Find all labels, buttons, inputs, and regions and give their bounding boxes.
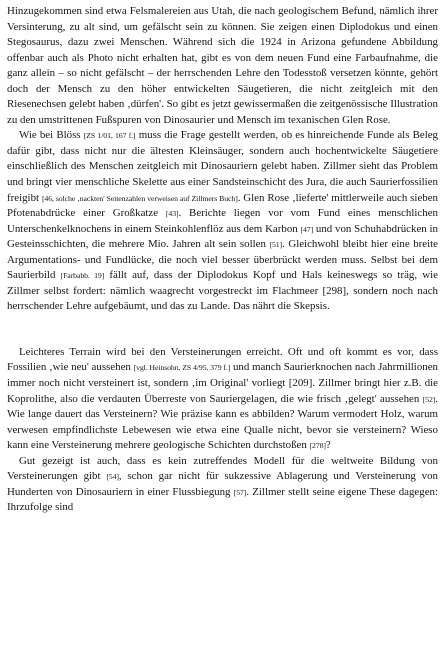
citation: [47] xyxy=(300,224,314,234)
paragraph-text: Leichteres Terrain wird bei den Versteinerungen erreicht. Oft und oft kommt es vor, dass Fossilien ‚wie neu' aussehen xyxy=(7,345,438,374)
paragraph-text: Wie bei Blöss xyxy=(19,129,84,142)
paragraph-text: muss die Frage gestellt werden, ob es hinreichende Funde als Beleg dafür gibt, dass nicht nur die ältesten Kleinsäuger, sondern auch hochentwickelte Säugetiere einschließlich des Menschen zeitgleich mit Dinosauriern gelebt haben. Zillmer sieht das Problem und bringt vier menschliche Skelette aus einer Sandsteinschicht des Jura, die auch Saurierfossilien freigibt xyxy=(7,129,438,204)
citation: [278] xyxy=(309,441,326,451)
paragraph-text: und manch Saurierknochen nach Jahrmillionen immer noch nicht versteinert ist, sondern ‚im Original' vorliegt [209]. Zillmer bringt hier z.B. die Koprolithe, also die verdauten Überreste von Sauriergelagen, die wie frisch ‚gelegt' aussehen xyxy=(7,361,438,405)
paragraph-felsmalereien xyxy=(7,4,438,128)
paragraph-text: ? xyxy=(325,439,331,452)
citation: [46, solche ‚nackten' Seitenzahlen verweisen auf Zillmers Buch] xyxy=(41,193,238,203)
paragraph-modell xyxy=(7,454,438,516)
citation: [54] xyxy=(106,472,119,482)
paragraph-text: , schon gar nicht für sukzessive Ablagerung und Versteinerung von Hunderten von Dinosauriern in einer Flussbiegung xyxy=(7,470,438,498)
paragraph-text: und von Schuhabdrücken in Gesteinsschichten, die mehrere Mio. Jahren alt sein sollen xyxy=(7,222,438,251)
citation: [Farbabb. 19] xyxy=(60,271,105,281)
citation: [43] xyxy=(165,209,179,219)
citation: [57] xyxy=(233,487,247,497)
paragraph-text: . Zillmer stellt seine eigene These dagegen: Ihrzufolge sind xyxy=(7,485,438,514)
paragraph-versteinerungen xyxy=(7,345,438,454)
paragraph-text: fällt auf, dass der Diplodokus Kopf und Hals keineswegs so träg, wie Zillmer selbst fordert: nämlich waagrecht vorgestreckt im Flachmeer [298], sondern noch nach herrschender Lehre aufgebäumt, und das zu Lande. Das nährt die Skepsis. xyxy=(7,269,438,313)
paragraph-text: Gut gezeigt ist auch, dass es kein zutreffendes Modell für die weltweite Bildung von Versteinerungen gibt xyxy=(7,454,438,483)
citation: [ZS 1/01, 167 f.] xyxy=(83,131,136,141)
citation: [vgl. Heinsohn, ZS 4/95, 379 f.] xyxy=(133,363,231,373)
section-gap xyxy=(7,315,438,345)
paragraph-text: . Berichte liegen vor vom Fund eines menschlichen Unterschenkelknochens in einem Steinkohlenflöz aus dem Karbon xyxy=(7,207,438,235)
paragraph-text: . Gleichwohl bleibt hier eine breite Argumentations- und Fundlücke, die noch viel besser überbrückt werden muss. Selbst bei dem Saurierbild xyxy=(7,238,439,282)
paragraph-text: . Glen Rose ‚lieferte' mittlerweile auch sieben Pfotenabdrücke einer Großkatze xyxy=(7,191,439,220)
paragraph-bloess xyxy=(7,128,438,315)
citation: [51] xyxy=(269,240,283,250)
citation: [52] xyxy=(422,394,436,404)
paragraph-text: Hinzugekommen sind etwa Felsmalereien aus Utah, die nach geologischem Befund, nämlich ihrer Versinterung, zu alt sind, um gefälscht sein zu können. Sie zeigen einen Diplodokus und einen Stegosaurus, dazu zwei Menschen. Während sich die 1924 in Arizona gefundene Abbildung offenbar auch als Photo nicht erhalten hat, gibt es von dem neuen Fund eine Farbaufnahme, die ganz allein – so nicht gefälscht – der herrschenden Lehre den Todesstoß versetzen könnte, gehört doch der Mensch zu den höher entwickelten Säugetieren, die nicht zeitgleich mit den Riesenechsen gelebt haben ‚dürfen'. So gibt es jetzt gewissermaßen die zeitgenössische Illustration zu den umstrittenen Fußspuren von Dinosaurier und Mensch im texanischen Glen Rose. xyxy=(7,5,438,126)
paragraph-text: . Wie lange dauert das Versteinern? Wie präzise kann es abbilden? Warum vermodert Holz, warum verwesen empfindlichste Lebewesen wie etwa eine Qualle nicht, bevor sie versteinern? Wieso kann eine Versteinerung mehrere geologische Schichten durchstoßen xyxy=(7,392,438,452)
